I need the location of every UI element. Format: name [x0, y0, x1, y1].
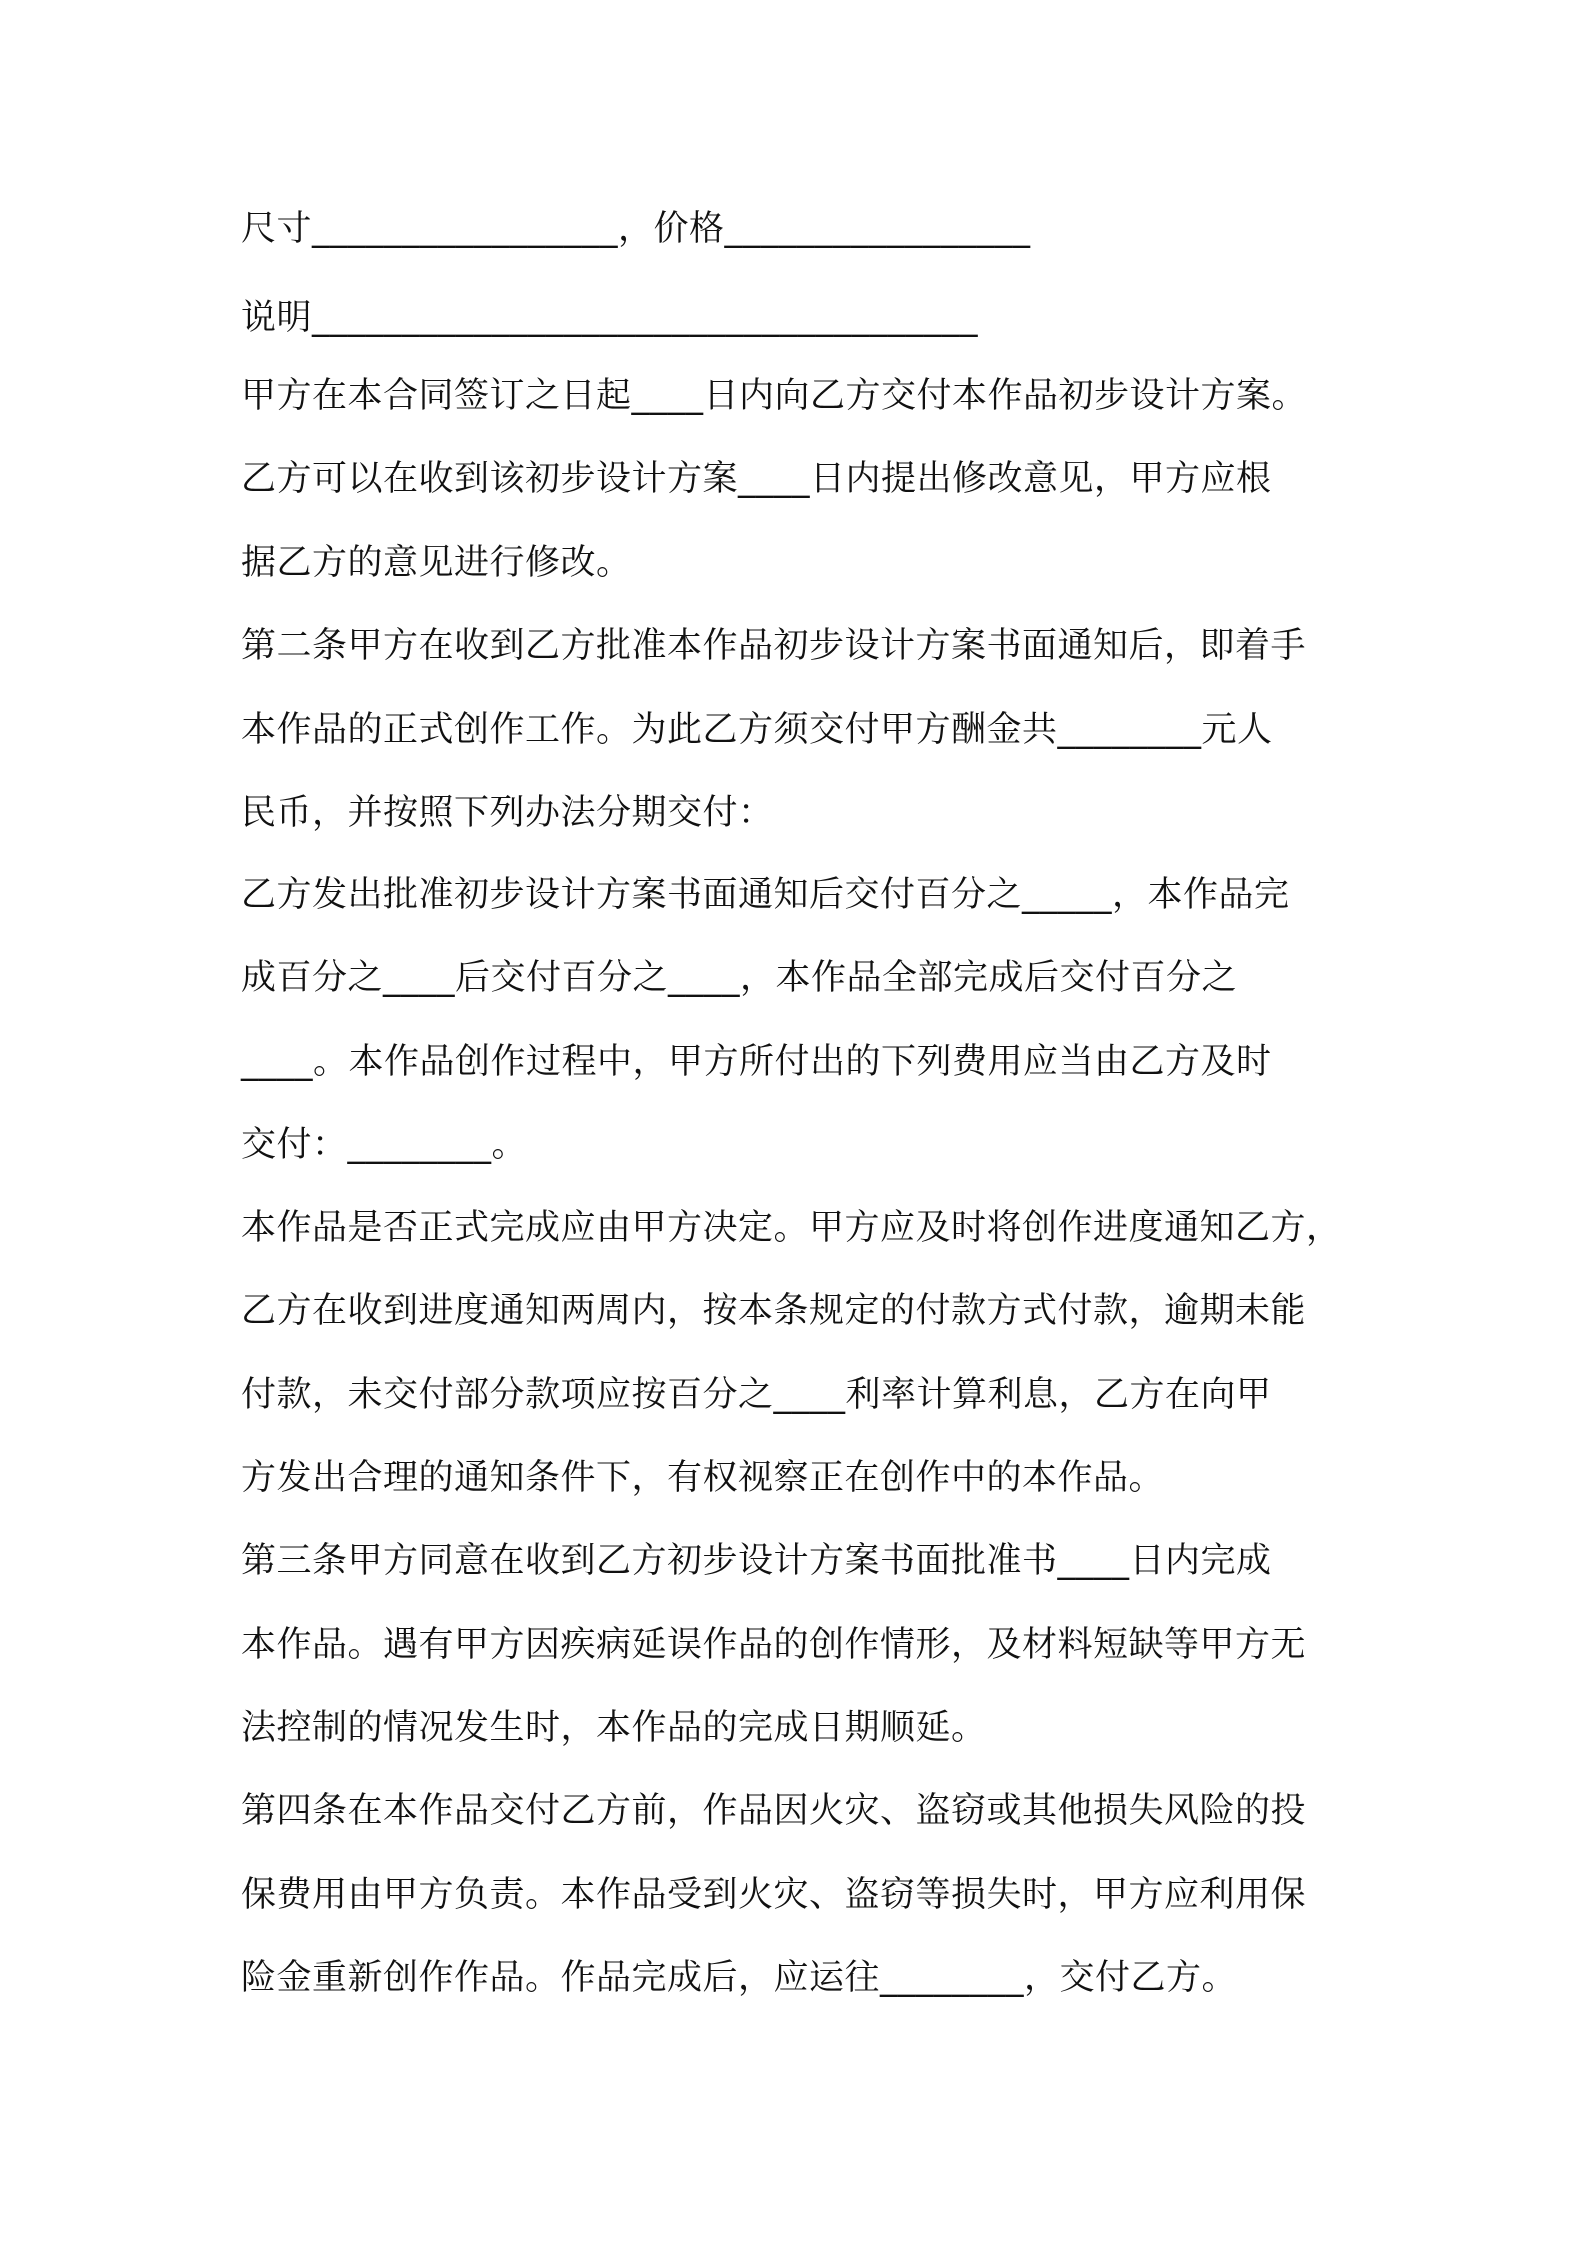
- article-2-heading-line: 第二条甲方在收到乙方批准本作品初步设计方案书面通知后，即着手: [241, 626, 1307, 666]
- text-line: 本作品。遇有甲方因疾病延误作品的创作情形，及材料短缺等甲方无: [241, 1625, 1307, 1665]
- description-line: 说明_____________________________________: [241, 298, 979, 338]
- article-3-heading-line: 第三条甲方同意在收到乙方初步设计方案书面批准书____日内完成: [241, 1541, 1272, 1581]
- text-line: 险金重新创作作品。作品完成后，应运往________，交付乙方。: [241, 1958, 1238, 1998]
- text-line: 乙方在收到进度通知两周内，按本条规定的付款方式付款，逾期未能: [241, 1291, 1307, 1331]
- text-line: 法控制的情况发生时，本作品的完成日期顺延。: [241, 1708, 987, 1748]
- text-line: 交付：________。: [241, 1125, 528, 1165]
- text-line: 本作品的正式创作工作。为此乙方须交付甲方酬金共________元人: [241, 710, 1273, 750]
- size-price-line: 尺寸_________________，价格_________________: [241, 209, 1031, 249]
- text-line: 乙方可以在收到该初步设计方案____日内提出修改意见，甲方应根: [241, 459, 1272, 499]
- text-line: 本作品是否正式完成应由甲方决定。甲方应及时将创作进度通知乙方，: [241, 1208, 1342, 1248]
- text-line: 甲方在本合同签订之日起____日内向乙方交付本作品初步设计方案。: [241, 376, 1308, 416]
- text-line: 保费用由甲方负责。本作品受到火灾、盗窃等损失时，甲方应利用保: [241, 1875, 1307, 1915]
- text-line: ____。本作品创作过程中，甲方所付出的下列费用应当由乙方及时: [241, 1042, 1272, 1082]
- text-line: 民币，并按照下列办法分期交付：: [241, 793, 774, 833]
- article-4-heading-line: 第四条在本作品交付乙方前，作品因火灾、盗窃或其他损失风险的投: [241, 1791, 1307, 1831]
- text-line: 方发出合理的通知条件下，有权视察正在创作中的本作品。: [241, 1458, 1165, 1498]
- text-line: 据乙方的意见进行修改。: [241, 543, 632, 583]
- text-line: 成百分之____后交付百分之____，本作品全部完成后交付百分之: [241, 958, 1238, 998]
- text-line: 乙方发出批准初步设计方案书面通知后交付百分之_____，本作品完: [241, 875, 1290, 915]
- text-line: 付款，未交付部分款项应按百分之____利率计算利息，乙方在向甲: [241, 1375, 1272, 1415]
